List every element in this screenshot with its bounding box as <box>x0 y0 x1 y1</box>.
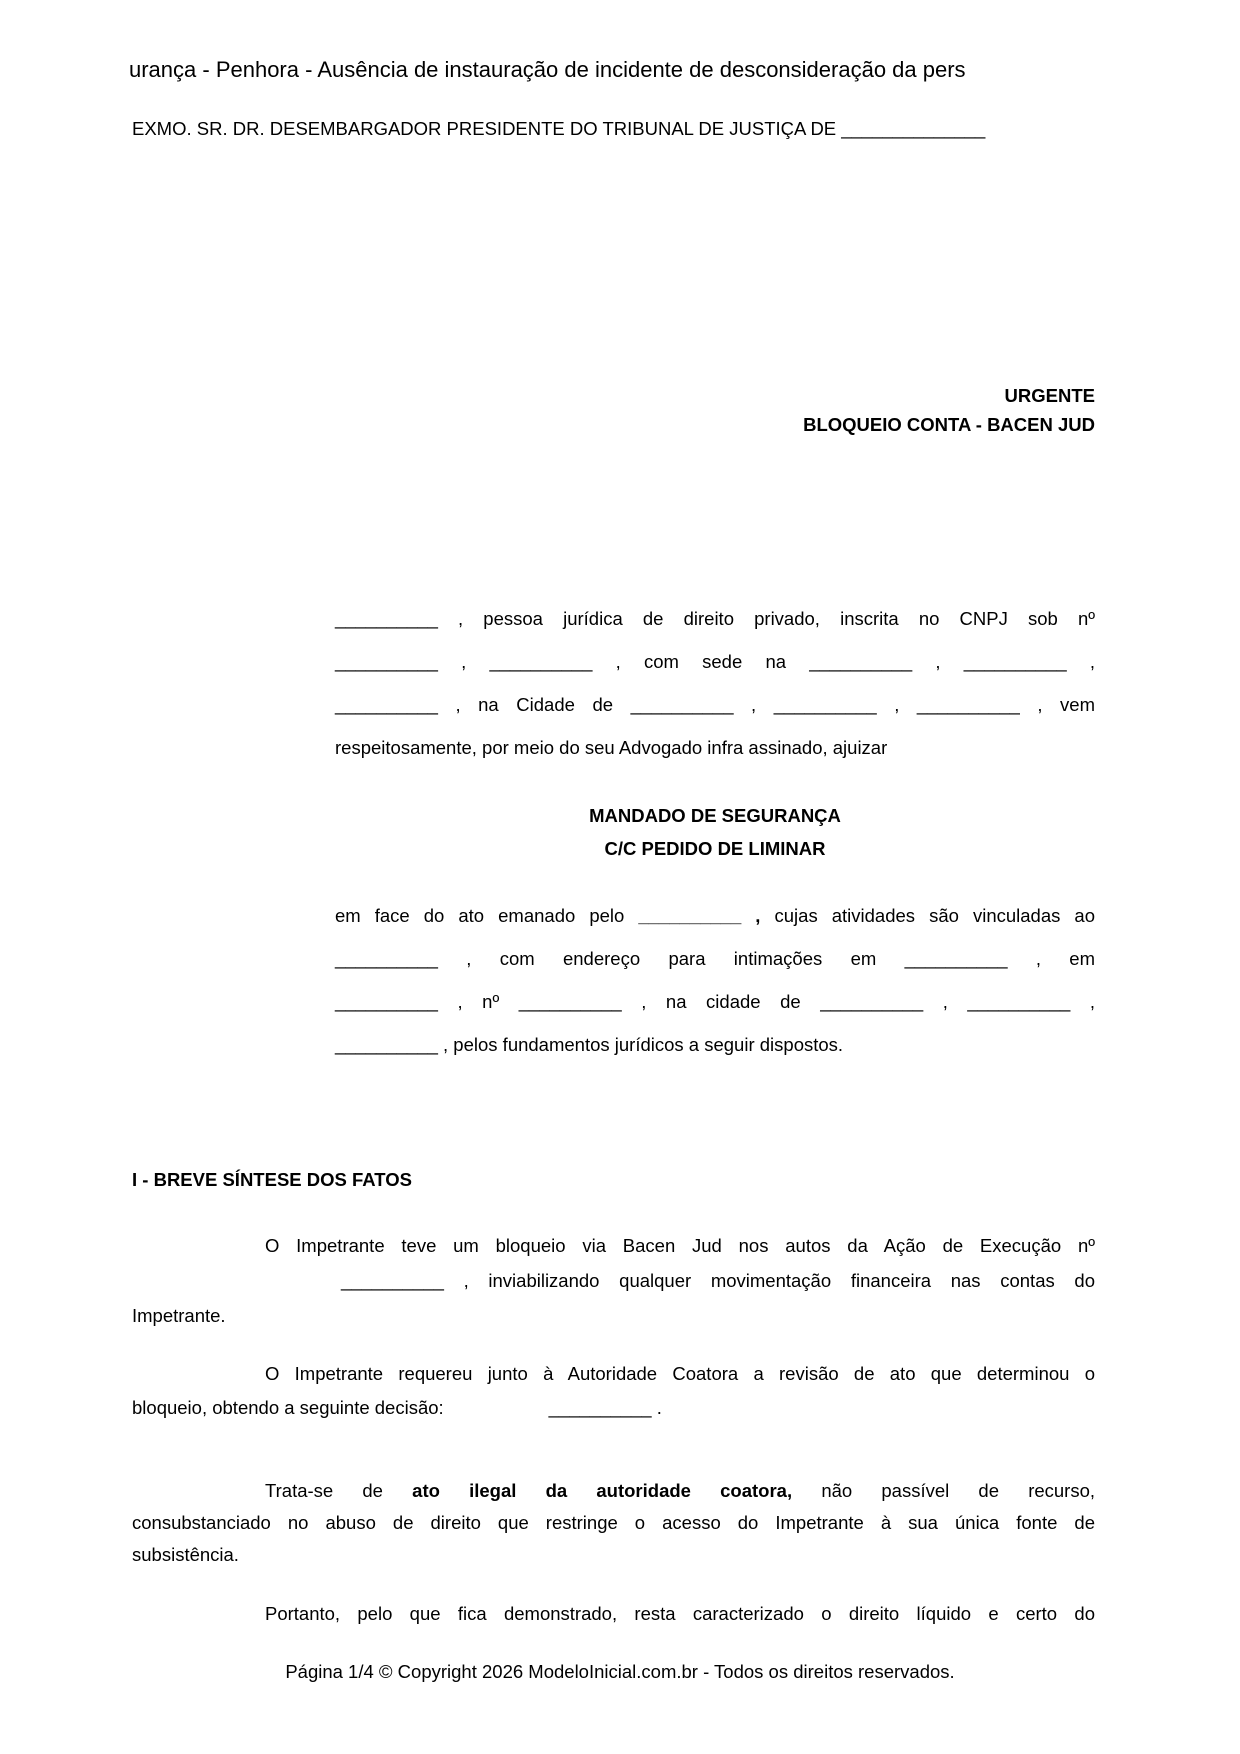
facts-p1-line-1: O Impetrante teve um bloqueio via Bacen Jud nos autos da Ação de Execução nº <box>265 1235 1095 1256</box>
urgency-subject: BLOQUEIO CONTA - BACEN JUD <box>803 414 1095 435</box>
action-title-line-1: MANDADO DE SEGURANÇA <box>589 805 841 826</box>
facts-p2-line-2-blank: __________ . <box>548 1397 662 1418</box>
facts-p4-line-1: Portanto, pelo que fica demonstrado, resta caracterizado o direito líquido e certo do <box>265 1603 1095 1624</box>
facts-paragraph-4 <box>132 1603 1095 1625</box>
respondent-paragraph <box>335 894 1095 1066</box>
facts-p3-line-1-bold: ato ilegal da autoridade coatora, <box>412 1480 793 1501</box>
facts-p3-line-2: consubstanciado no abuso de direito que restringe o acesso do Impetrante à sua única fonte de <box>132 1512 1095 1533</box>
facts-p2-line-2-pre: bloqueio, obtendo a seguinte decisão: <box>132 1397 444 1418</box>
qualification-line-3: __________ , na Cidade de __________ , __________ , __________ , vem <box>335 694 1095 715</box>
respondent-line-4: __________ , pelos fundamentos jurídicos a seguir dispostos. <box>335 1034 844 1055</box>
section-heading-facts: I - BREVE SÍNTESE DOS FATOS <box>132 1169 412 1190</box>
facts-p3-line-1-pre: Trata-se de <box>265 1480 383 1501</box>
qualification-line-2: __________ , __________ , com sede na __________ , __________ , <box>335 651 1095 672</box>
urgency-label: URGENTE <box>1004 385 1095 406</box>
facts-paragraph-3 <box>132 1475 1095 1571</box>
facts-p3-line-1 <box>132 1475 1095 1507</box>
respondent-line-1-post: cujas atividades são vinculadas ao <box>774 905 1095 926</box>
addressee-line: EXMO. SR. DR. DESEMBARGADOR PRESIDENTE DO TRIBUNAL DE JUSTIÇA DE ______________ <box>132 118 986 139</box>
respondent-line-1-pre: em face do ato emanado pelo <box>335 905 625 926</box>
respondent-line-1 <box>335 894 1095 937</box>
facts-p3-line-3: subsistência. <box>132 1544 239 1565</box>
document-title: urança - Penhora - Ausência de instauração de incidente de desconsideração da pers <box>129 57 966 82</box>
facts-paragraph-2 <box>132 1357 1095 1425</box>
qualification-line-4: respeitosamente, por meio do seu Advogado infra assinado, ajuizar <box>335 737 888 758</box>
action-title-line-2: C/C PEDIDO DE LIMINAR <box>604 838 826 859</box>
facts-p1-line-2: __________ , inviabilizando qualquer movimentação financeira nas contas do <box>341 1270 1095 1291</box>
respondent-line-3: __________ , nº __________ , na cidade de __________ , __________ , <box>335 991 1095 1012</box>
qualification-line-1: __________ , pessoa jurídica de direito privado, inscrita no CNPJ sob nº <box>335 608 1095 629</box>
facts-p2-line-2 <box>132 1391 1095 1425</box>
respondent-line-2: __________ , com endereço para intimações em __________ , em <box>335 948 1095 969</box>
facts-p1-line-3: Impetrante. <box>132 1305 226 1326</box>
qualification-paragraph <box>335 597 1095 769</box>
facts-p2-line-1: O Impetrante requereu junto à Autoridade Coatora a revisão de ato que determinou o <box>265 1363 1095 1384</box>
page-footer-copyright: Página 1/4 © Copyright 2026 ModeloInicial.com.br - Todos os direitos reservados. <box>285 1661 955 1682</box>
urgency-block <box>803 381 1095 439</box>
respondent-line-1-blank: __________ , <box>638 905 761 926</box>
facts-paragraph-1 <box>132 1228 1095 1333</box>
facts-p3-line-1-post: não passível de recurso, <box>821 1480 1096 1501</box>
action-title-block <box>335 799 1095 865</box>
